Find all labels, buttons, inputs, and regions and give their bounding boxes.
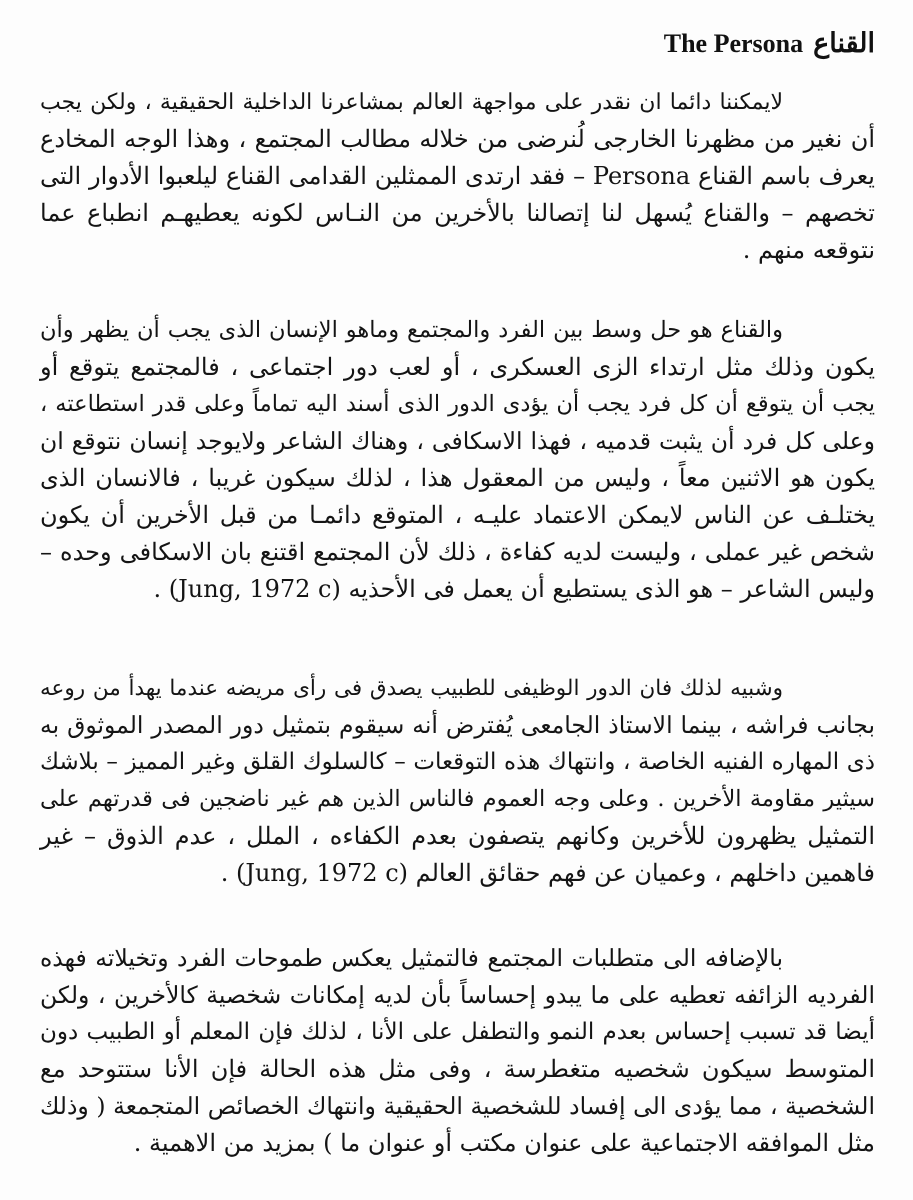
text-line: نتوقعه منهم . <box>742 236 875 264</box>
text-line: شخص غير عملى ، وليست لديه كفاءة ، ذلك لأن المجتمع اقتنع بان الاسكافى وحده – <box>40 538 875 566</box>
text-line: لايمكننا دائما ان نقدر على مواجهة العالم بمشاعرنا الداخلية الحقيقية ، ولكن يجب <box>40 90 783 115</box>
section-heading-english: The Persona <box>663 29 804 58</box>
text-line: تخصهم – والقناع يُسهل لنا إتصالنا بالأخرين من النـاس لكونه يعطيهـم انطباع عما <box>40 199 875 227</box>
text-line: فاهمين داخلهم ، وعميان عن فهم حقائق العالم (Jung, 1972 c) . <box>220 859 875 887</box>
text-line: سيثير مقاومة الأخرين . وعلى وجه العموم فالناس الذين هم غير ناضجين فى قدرتهم على <box>40 786 875 812</box>
text-line: أيضا قد تسبب إحساس بعدم النمو والتطفل على الأنا ، لذلك فإن المعلم أو الطبيب دون <box>40 1019 875 1045</box>
text-line: بالإضافه الى متطلبات المجتمع فالتمثيل يعكس طموحات الفرد وتخيلاته فهذه <box>40 944 783 972</box>
text-line: الشخصية ، مما يؤدى الى إفساد للشخصية الحقيقية وانتهاك الخصائص المتجمعة ( وذلك <box>40 1092 875 1120</box>
text-line: يكون وذلك مثل ارتداء الزى العسكرى ، أو لعب دور اجتماعى ، فالمجتمع يتوقع أو <box>40 353 875 381</box>
text-line: التمثيل يظهرون للأخرين وكانهم يتصفون بعدم الكفاءه ، الملل ، عدم الذوق – غير <box>40 822 875 850</box>
text-line: يكون هو الاثنين معاً ، وليس من المعقول هذا ، لذلك سيكون غريبا ، فالانسان الذى <box>40 464 875 492</box>
paragraph-2 <box>40 312 875 608</box>
section-heading-arabic: القناع <box>813 28 875 59</box>
text-line: وعلى كل فرد أن يثبت قدميه ، فهذا الاسكافى ، وهناك الشاعر ولايوجد إنسان نتوقع ان <box>40 427 875 455</box>
text-line: وشبيه لذلك فان الدور الوظيفى للطبيب يصدق فى رأى مريضه عندما يهدأ من روعه <box>40 676 783 701</box>
paragraph-3 <box>40 670 875 892</box>
text-line: مثل الموافقه الاجتماعية على عنوان مكتب أو عنوان ما ) بمزيد من الاهمية . <box>133 1129 875 1157</box>
paragraph-4 <box>40 940 875 1162</box>
section-heading <box>664 26 875 62</box>
text-line: أن نغير من مظهرنا الخارجى لُنرضى من خلاله مطالب المجتمع ، وهذا الوجه المخادع <box>40 125 875 153</box>
text-line: يجب أن يتوقع أن كل فرد يجب أن يؤدى الدور الذى أسند اليه تماماً وعلى قدر استطاعته ، <box>40 391 875 417</box>
text-line: المتوسط سيكون شخصيه متغطرسة ، وفى مثل هذه الحالة فإن الأنا ستتوحد مع <box>40 1055 875 1083</box>
text-line: والقناع هو حل وسط بين الفرد والمجتمع وماهو الإنسان الذى يجب أن يظهر وأن <box>40 317 783 343</box>
text-line: وليس الشاعر – هو الذى يستطيع أن يعمل فى الأحذيه (Jung, 1972 c) . <box>153 575 875 603</box>
text-line: ذى المهاره الفنيه الخاصة ، وانتهاك هذه التوقعات – كالسلوك القلق وغير المميز – بلاشك <box>40 749 875 775</box>
paragraph-1 <box>40 84 875 269</box>
text-line: يعرف باسم القناع Persona – فقد ارتدى الممثلين القدامى القناع ليلعبوا الأدوار التى <box>40 162 875 190</box>
text-line: يختلـف عن الناس لايمكن الاعتماد عليـه ، المتوقع دائمـا من قبل الأخرين أن يكون <box>40 501 875 529</box>
text-line: بجانب فراشه ، بينما الاستاذ الجامعى يُفترض أنه سيقوم بتمثيل دور المصدر الموثوق به <box>40 711 875 739</box>
text-line: الفرديه الزائفه تعطيه على ما يبدو إحساساً بأن لديه إمكانات شخصية كالأخرين ، ولكن <box>40 981 876 1009</box>
